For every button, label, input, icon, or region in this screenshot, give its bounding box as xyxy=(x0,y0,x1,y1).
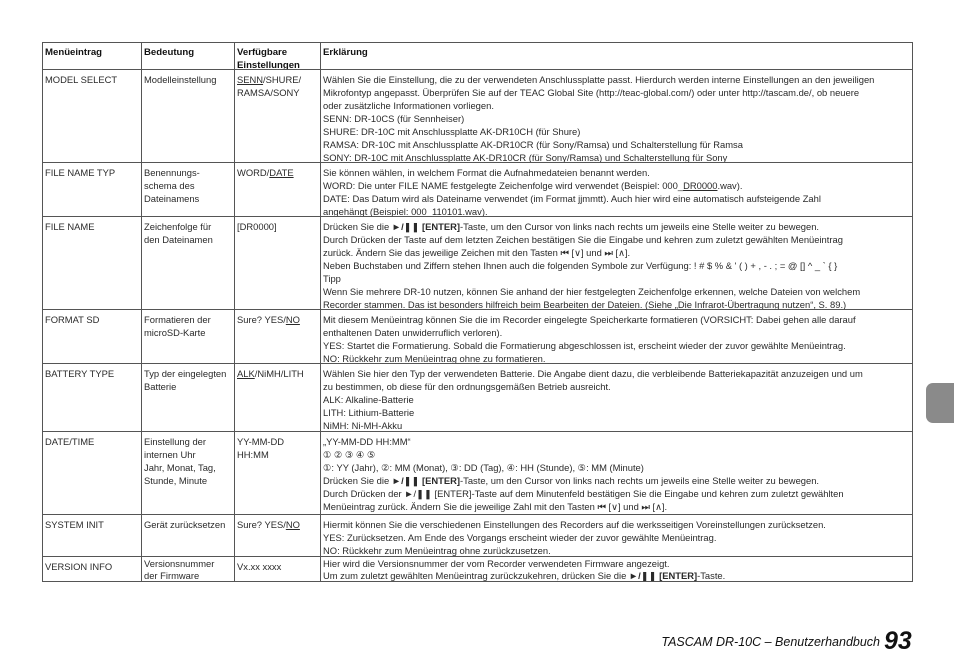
explanation-line xyxy=(323,220,910,233)
explanation-line: Menüeintrag zurück. Ändern Sie die jeweilige Zahl mit den Tasten ⏮ [∨] und ⏭ [∧]. xyxy=(323,501,668,512)
play-pause-enter-key-label: ►/❚❚ [ENTER] xyxy=(391,475,461,486)
explanation-line: Mikrofontyp angepasst. Überprüfen Sie auf der TEAC Global Site (http://teac-global.com/) oder unter http://tascam.de/, ob neuere xyxy=(323,87,860,98)
row-file-name-explanation xyxy=(321,217,913,310)
row-model-select-entry: MODEL SELECT xyxy=(42,70,142,163)
default-option-senn: SENN xyxy=(237,74,264,85)
row-version-info-settings: Vx.xx xxxx xyxy=(235,557,321,582)
explanation-line: „YY-MM-DD HH:MM“ xyxy=(323,436,411,447)
row-file-name-typ-settings xyxy=(235,163,321,217)
explanation-text: Drücken Sie die xyxy=(323,475,392,486)
explanation-line: DATE: Das Datum wird als Dateiname verwendet (im Format jjmmtt). Auch hier wird eine automatisch aufsteigende Zahl xyxy=(323,193,821,204)
explanation-line: Durch Drücken der Taste auf dem letzten Zeichen bestätigen Sie die Eingabe und kehren zum zuletzt gewählten Menüeintrag xyxy=(323,234,843,245)
explanation-line: YES: Startet die Formatierung. Sobald die Formatierung abgeschlossen ist, erscheint wieder der zuvor gewählte Menüeintrag. xyxy=(323,340,846,351)
meaning-line: Batterie xyxy=(144,381,177,392)
explanation-line: enthaltenen Daten unwiderruflich verloren). xyxy=(323,327,503,338)
row-system-init-entry: SYSTEM INIT xyxy=(42,515,142,557)
explanation-line: LITH: Lithium-Batterie xyxy=(323,407,415,418)
row-version-info-explanation xyxy=(321,557,913,582)
explanation-line: Wenn Sie mehrere DR-10 nutzen, können Sie anhand der hier festgelegten Zeichenfolge erkennen, welche Dateien von welchem xyxy=(323,286,861,297)
play-pause-enter-key-label: ►/❚❚ [ENTER] xyxy=(391,221,461,232)
meaning-line: Jahr, Monat, Tag, xyxy=(144,462,216,473)
explanation-text: -Taste, um den Cursor von links nach rechts um jeweils eine Stelle weiter zu bewegen. xyxy=(460,221,820,232)
row-file-name-meaning xyxy=(142,217,235,310)
row-format-sd-entry: FORMAT SD xyxy=(42,310,142,364)
option-nimh-lith: /NiMH/LITH xyxy=(254,368,304,379)
row-format-sd-settings xyxy=(235,310,321,364)
system-init-settings-line xyxy=(237,518,318,531)
row-file-name-settings: [DR0000] xyxy=(235,217,321,310)
explanation-line: zu bestimmen, ob diese für den ordnungsgemäßen Betrieb ausreicht. xyxy=(323,381,611,392)
explanation-line: Wählen Sie die Einstellung, die zu der verwendeten Anschlussplatte passt. Hierdurch werden interne Einstellungen an den jeweiligen xyxy=(323,74,875,85)
meaning-line: der Firmware xyxy=(144,569,200,581)
explanation-line xyxy=(323,205,910,217)
explanation-line: NO: Rückkehr zum Menüeintrag ohne zu formatieren. xyxy=(323,353,546,364)
explanation-line xyxy=(323,474,910,487)
explanation-text: WORD: Die unter FILE NAME festgelegte Zeichenfolge wird verwendet (Beispiel: 000_ xyxy=(323,180,684,191)
meaning-line: Dateinamens xyxy=(144,193,200,204)
row-model-select-meaning: Modelleinstellung xyxy=(142,70,235,163)
explanation-line: NiMH: Ni-MH-Akku xyxy=(323,420,403,431)
row-file-name-typ-meaning xyxy=(142,163,235,217)
explanation-line: SENN: DR-10CS (für Sennheiser) xyxy=(323,113,465,124)
footer-manual-title: TASCAM DR-10C – Benutzerhandbuch xyxy=(661,635,880,649)
meaning-line: schema des xyxy=(144,180,195,191)
row-system-init-settings xyxy=(235,515,321,557)
default-option-date: DATE xyxy=(269,167,294,178)
explanation-text: Um zum zuletzt gewählten Menüeintrag zurückzukehren, drücken Sie die xyxy=(323,569,629,581)
row-file-name-typ-explanation xyxy=(321,163,913,217)
explanation-line: ①: YY (Jahr), ②: MM (Monat), ③: DD (Tag), ④: HH (Stunde), ⑤: MM (Minute) xyxy=(323,462,644,473)
tip-label: Tipp xyxy=(323,273,341,284)
chapter-side-tab xyxy=(926,383,954,423)
settings-line: YY-MM-DD xyxy=(237,436,285,447)
model-select-settings-line1 xyxy=(237,73,318,86)
meaning-line: Einstellung der xyxy=(144,436,207,447)
option-shure: /SHURE/ xyxy=(263,74,302,85)
row-date-time-settings xyxy=(235,432,321,515)
explanation-line: SONY: DR-10C mit Anschlussplatte AK-DR10CR (für Sony/Ramsa) und Schalterstellung für Sony xyxy=(323,152,728,163)
explanation-line: Sie können wählen, in welchem Format die Aufnahmedateien benannt werden. xyxy=(323,167,650,178)
play-pause-enter-key-label: ►/❚❚ [ENTER] xyxy=(628,569,698,581)
header-erklaerung: Erklärung xyxy=(321,42,913,70)
header-einstellungen-line1: Verfügbare xyxy=(237,47,288,58)
meaning-line: Zeichenfolge für xyxy=(144,221,212,232)
row-battery-type-entry: BATTERY TYPE xyxy=(42,364,142,432)
row-system-init-meaning: Gerät zurücksetzen xyxy=(142,515,235,557)
explanation-line: Hiermit können Sie die verschiedenen Einstellungen des Recorders auf die werksseitigen Voreinstellungen zurücksetzen. xyxy=(323,519,826,530)
row-date-time-meaning xyxy=(142,432,235,515)
model-select-settings-line2: RAMSA/SONY xyxy=(237,87,300,98)
circled-number-markers: ① ② ③ ④ ⑤ xyxy=(323,449,376,460)
row-file-name-typ-entry: FILE NAME TYP xyxy=(42,163,142,217)
option-sure-yes: Sure? YES/ xyxy=(237,519,286,530)
row-format-sd-explanation xyxy=(321,310,913,364)
row-model-select-settings xyxy=(235,70,321,163)
meaning-line: internen Uhr xyxy=(144,449,196,460)
row-version-info-entry: VERSION INFO xyxy=(42,557,142,582)
meaning-line: Benennungs- xyxy=(144,167,200,178)
explanation-text: .wav). xyxy=(462,206,488,217)
explanation-line: Mit diesem Menüeintrag können Sie die im Recorder eingelegte Speicherkarte formatieren (VORSICHT: Dabei gehen alle darauf xyxy=(323,314,856,325)
row-system-init-explanation xyxy=(321,515,913,557)
example-filename-dr0000: DR0000 xyxy=(683,180,718,191)
explanation-text: -Taste, um den Cursor von links nach rechts um jeweils eine Stelle weiter zu bewegen. xyxy=(460,475,820,486)
header-bedeutung: Bedeutung xyxy=(142,42,235,70)
row-battery-type-settings xyxy=(235,364,321,432)
footer-page-number: 93 xyxy=(884,627,912,655)
explanation-text: .wav). xyxy=(717,180,743,191)
meaning-line: microSD-Karte xyxy=(144,327,206,338)
file-name-typ-settings-line xyxy=(237,166,318,179)
row-format-sd-meaning xyxy=(142,310,235,364)
explanation-text: Drücken Sie die xyxy=(323,221,392,232)
option-sure-yes: Sure? YES/ xyxy=(237,314,286,325)
format-sd-settings-line xyxy=(237,313,318,326)
default-option-no: NO xyxy=(285,519,300,530)
explanation-line: RAMSA: DR-10C mit Anschlussplatte AK-DR10CR (für Sony/Ramsa) und Schalterstellung für Ramsa xyxy=(323,139,743,150)
meaning-line: Versionsnummer xyxy=(144,558,215,569)
explanation-text: -Taste. xyxy=(697,569,726,581)
header-einstellungen-line2: Einstellungen xyxy=(237,60,300,70)
header-menueintrag: Menüeintrag xyxy=(42,42,142,70)
explanation-line: SHURE: DR-10C mit Anschlussplatte AK-DR10CH (für Shure) xyxy=(323,126,581,137)
row-date-time-entry: DATE/TIME xyxy=(42,432,142,515)
row-battery-type-meaning xyxy=(142,364,235,432)
explanation-line: NO: Rückkehr zum Menüeintrag ohne zurückzusetzen. xyxy=(323,545,551,556)
default-option-alk: ALK xyxy=(237,368,255,379)
row-file-name-entry: FILE NAME xyxy=(42,217,142,310)
explanation-line: Neben Buchstaben und Ziffern stehen Ihnen auch die folgenden Symbole zur Verfügung: ! # $ % & ' ( ) + , - . ; = @ [] ^ _ ` { } xyxy=(323,260,838,271)
row-model-select-explanation xyxy=(321,70,913,163)
explanation-line: Hier wird die Versionsnummer der vom Recorder verwendeten Firmware angezeigt. xyxy=(323,558,670,569)
battery-type-settings-line xyxy=(237,367,318,380)
meaning-line: Formatieren der xyxy=(144,314,211,325)
row-date-time-explanation xyxy=(321,432,913,515)
header-einstellungen xyxy=(235,42,321,70)
explanation-text: angehängt (Beispiel: 000_ xyxy=(323,206,432,217)
explanation-line: ALK: Alkaline-Batterie xyxy=(323,394,414,405)
row-version-info-meaning xyxy=(142,557,235,582)
option-word: WORD/ xyxy=(237,167,270,178)
meaning-line: Typ der eingelegten xyxy=(144,368,227,379)
explanation-line: oder zusätzliche Informationen vorliegen. xyxy=(323,100,494,111)
default-option-no: NO xyxy=(285,314,300,325)
meaning-line: den Dateinamen xyxy=(144,234,213,245)
example-filename-110101: 110101 xyxy=(431,206,463,217)
menu-table xyxy=(42,42,913,582)
explanation-line: zurück. Ändern Sie das jeweilige Zeichen mit den Tasten ⏮ [∨] und ⏭ [∧]. xyxy=(323,247,631,258)
meaning-line: Stunde, Minute xyxy=(144,475,208,486)
explanation-line: YES: Zurücksetzen. Am Ende des Vorgangs erscheint wieder der zuvor gewählte Menüeintrag. xyxy=(323,532,717,543)
row-battery-type-explanation xyxy=(321,364,913,432)
explanation-line: Durch Drücken der ►/❚❚ [ENTER]-Taste auf dem Minutenfeld bestätigen Sie die Eingabe und kehren zum zuletzt gewählten xyxy=(323,488,844,499)
explanation-line: Recorder stammen. Das ist besonders hilfreich beim Bearbeiten der Dateien. (Siehe „Die Infrarot-Übertragung nutzen“, S. 89.) xyxy=(323,299,847,310)
explanation-line: Wählen Sie hier den Typ der verwendeten Batterie. Die Angabe dient dazu, die verbleibende Batteriekapazität anzuzeigen und um xyxy=(323,368,863,379)
settings-line: HH:MM xyxy=(237,449,269,460)
explanation-line xyxy=(323,570,910,582)
explanation-line xyxy=(323,179,910,192)
